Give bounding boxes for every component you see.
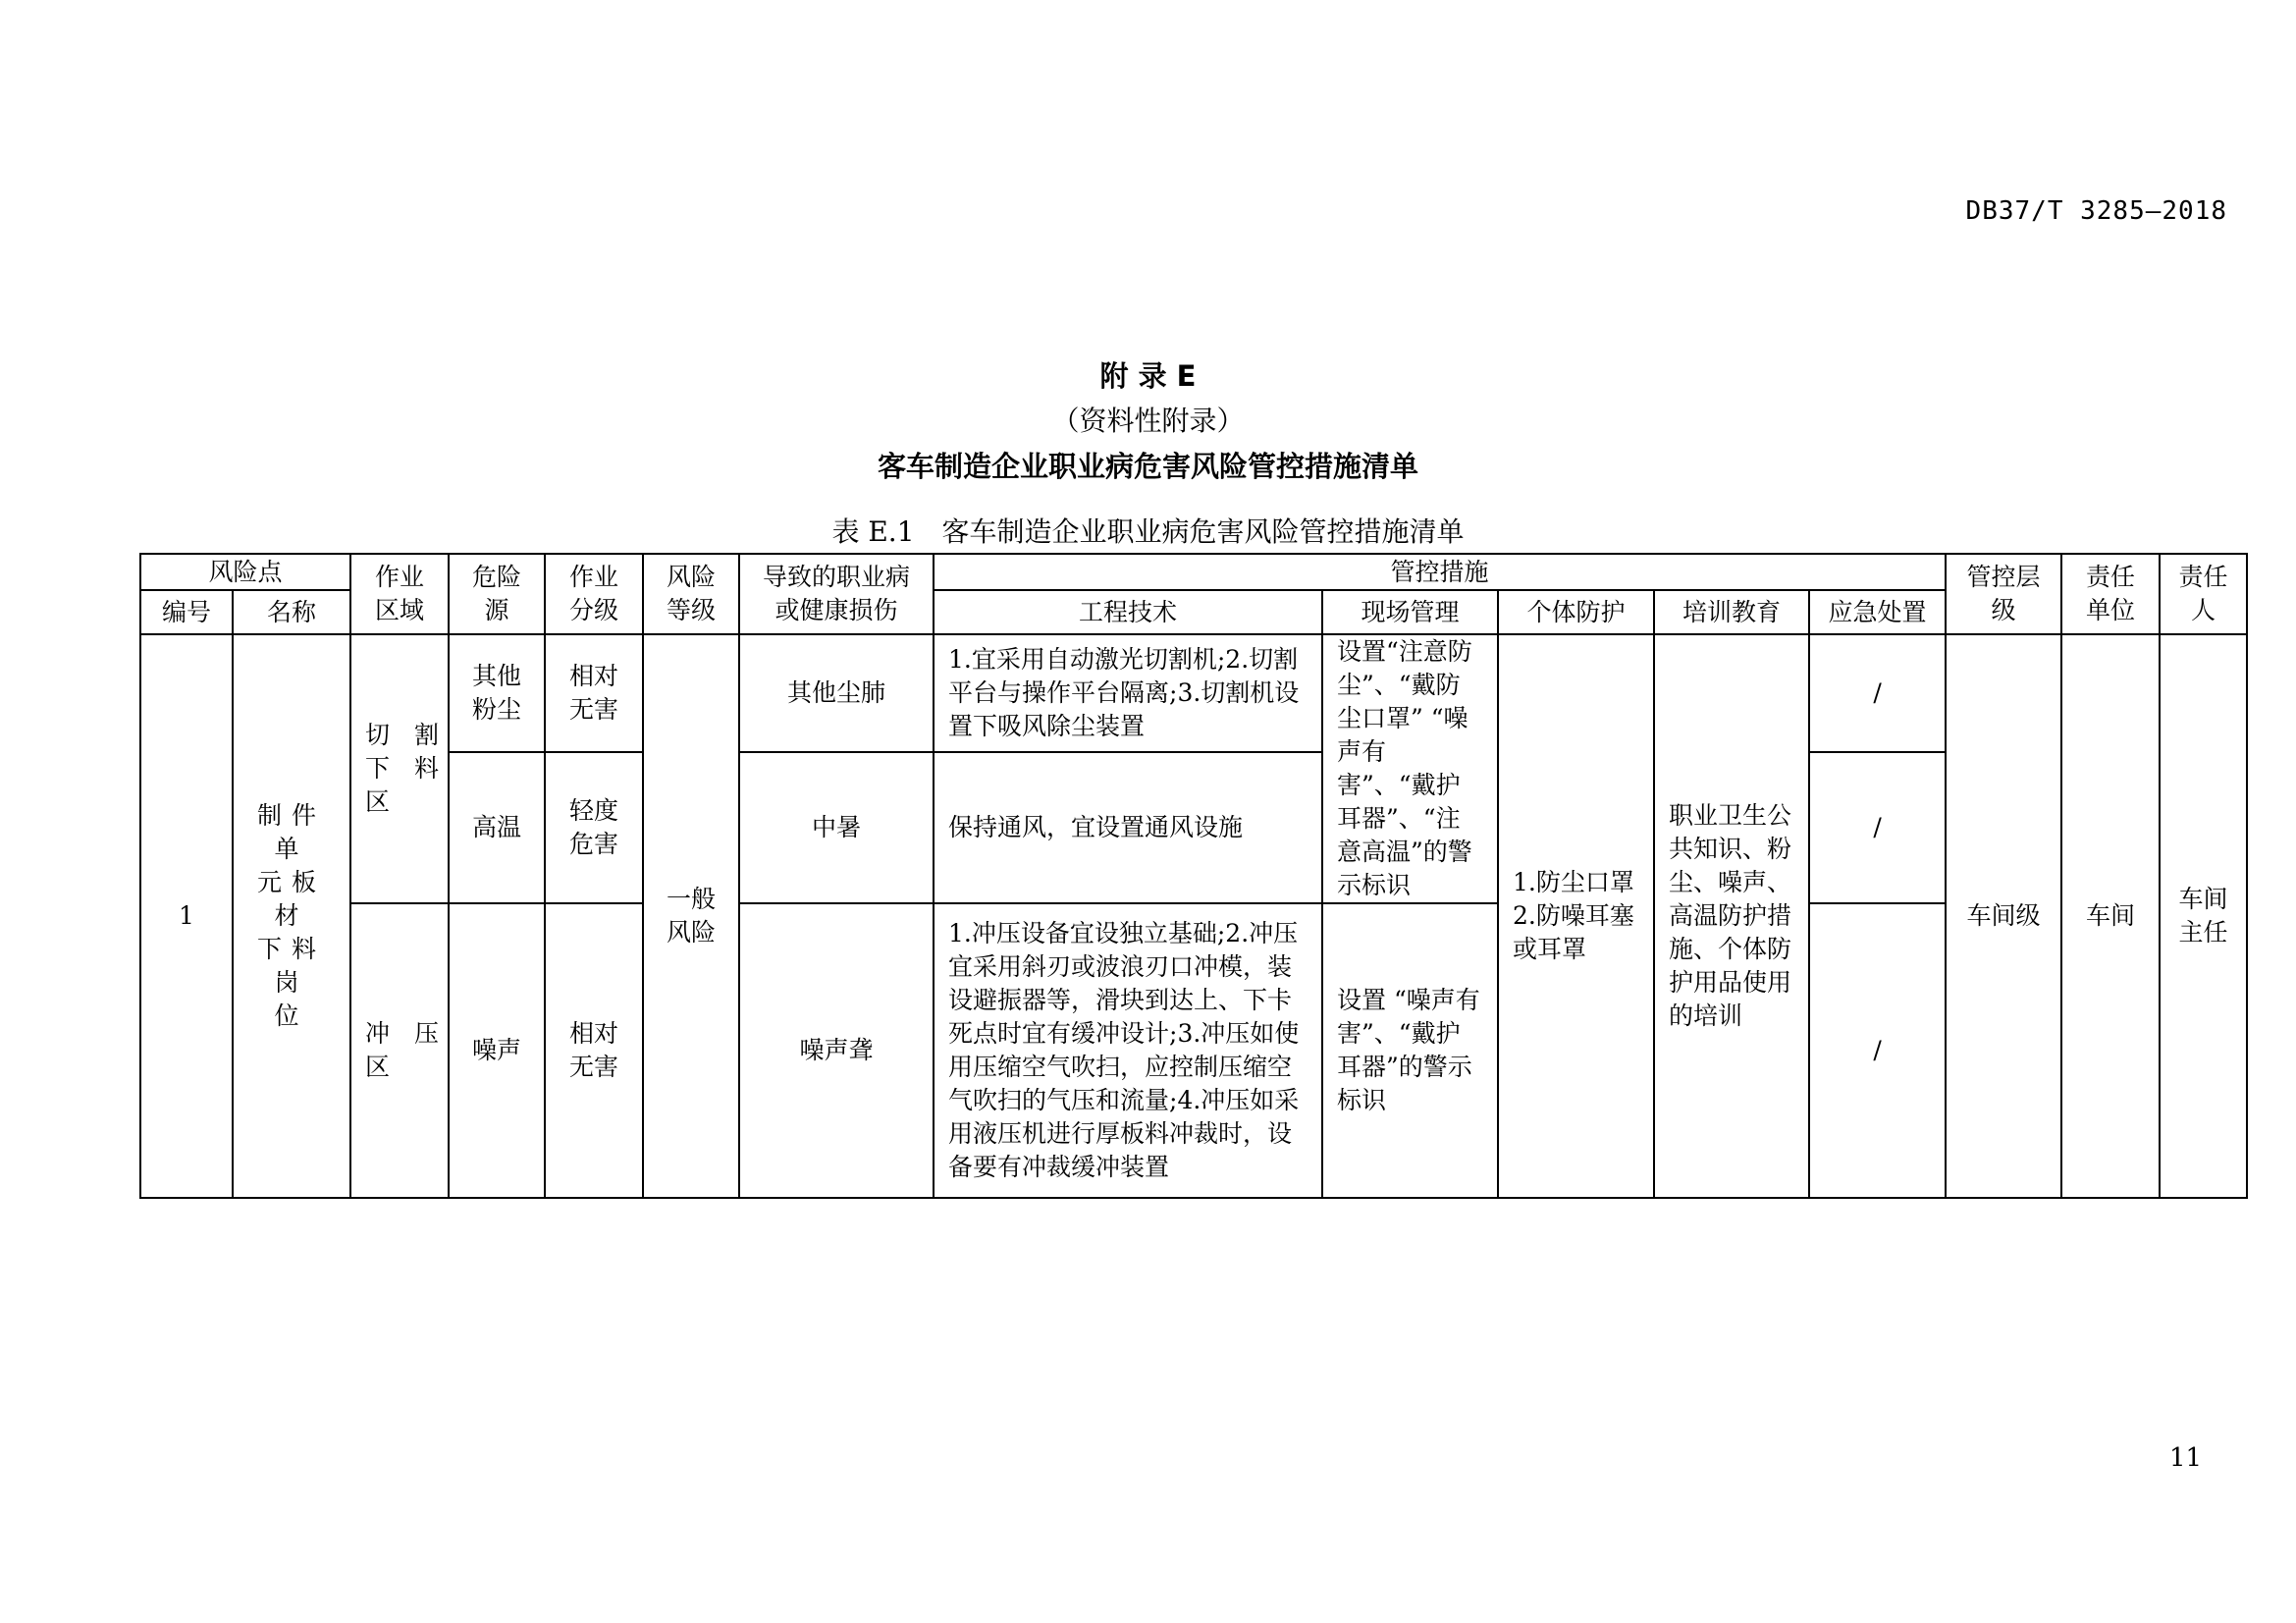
emergency: / <box>1809 752 1946 903</box>
work-area-stamping: 冲 压 区 <box>350 903 449 1198</box>
header-responsible-unit: 责任 单位 <box>2061 554 2160 634</box>
work-area-cutting: 切 割 下 料 区 <box>350 634 449 903</box>
emergency: / <box>1809 903 1946 1198</box>
site-management-cutting: 设置“注意防尘”、“戴防尘口罩” “噪声有害”、“戴护耳器”、“注意高温”的警示标识 <box>1322 634 1498 903</box>
risk-level: 一般 风险 <box>643 634 739 1198</box>
hazard-source: 噪声 <box>449 903 545 1198</box>
appendix-heading: 客车制造企业职业病危害风险管控措施清单 <box>877 450 1418 483</box>
disease: 噪声聋 <box>739 903 934 1198</box>
row-name: 制件单 元板材 下料岗 位 <box>233 634 350 1198</box>
header-control-measures: 管控措施 <box>934 554 1946 590</box>
hazard-source: 高温 <box>449 752 545 903</box>
emergency: / <box>1809 634 1946 752</box>
page-number: 11 <box>2169 1443 2203 1473</box>
appendix-note: （资料性附录） <box>1051 405 1245 437</box>
work-grade: 相对 无害 <box>545 634 643 752</box>
standard-code: DB37/T 3285—2018 <box>1965 196 2227 226</box>
table-row <box>140 903 2247 1198</box>
header-work-area: 作业 区域 <box>350 554 449 634</box>
engineering-measure: 1.冲压设备宜设独立基础;2.冲压宜采用斜刃或波浪刃口冲模，装设避振器等，滑块到达上、下卡死点时宜有缓冲设计;3.冲压如使用压缩空气吹扫，应控制压缩空气吹扫的气压和流量;4.冲压如采用液压机进行厚板料冲裁时，设备要有冲裁缓冲装置 <box>934 903 1322 1198</box>
training: 职业卫生公共知识、粉尘、噪声、高温防护措施、个体防护用品使用的培训 <box>1654 634 1809 1198</box>
appendix-header <box>0 353 2296 489</box>
work-grade: 相对 无害 <box>545 903 643 1198</box>
header-training: 培训教育 <box>1654 590 1809 634</box>
personal-protection: 1.防尘口罩 2.防噪耳塞或耳罩 <box>1498 634 1654 1198</box>
header-risk-level: 风险 等级 <box>643 554 739 634</box>
table-row <box>140 752 2247 903</box>
header-hazard-source: 危险 源 <box>449 554 545 634</box>
header-emergency: 应急处置 <box>1809 590 1946 634</box>
table-row <box>140 634 2247 752</box>
row-number: 1 <box>140 634 233 1198</box>
work-grade: 轻度 危害 <box>545 752 643 903</box>
header-engineering: 工程技术 <box>934 590 1322 634</box>
control-level: 车间级 <box>1946 634 2061 1198</box>
engineering-measure: 保持通风，宜设置通风设施 <box>934 752 1322 903</box>
header-work-grade: 作业 分级 <box>545 554 643 634</box>
risk-control-table <box>139 553 2248 1199</box>
site-management-stamping: 设置 “噪声有害”、“戴护耳器”的警示标识 <box>1322 903 1498 1198</box>
header-control-level: 管控层 级 <box>1946 554 2061 634</box>
hazard-source: 其他 粉尘 <box>449 634 545 752</box>
disease: 中暑 <box>739 752 934 903</box>
header-risk-point: 风险点 <box>140 554 350 590</box>
header-personal-protection: 个体防护 <box>1498 590 1654 634</box>
header-responsible-person: 责任 人 <box>2160 554 2247 634</box>
header-name: 名称 <box>233 590 350 634</box>
responsible-person: 车间 主任 <box>2160 634 2247 1198</box>
disease: 其他尘肺 <box>739 634 934 752</box>
header-site-management: 现场管理 <box>1322 590 1498 634</box>
table-caption: 表 E.1 客车制造企业职业病危害风险管控措施清单 <box>831 515 1465 548</box>
appendix-title: 附 录 E <box>1099 359 1197 393</box>
responsible-unit: 车间 <box>2061 634 2160 1198</box>
header-number: 编号 <box>140 590 233 634</box>
header-disease: 导致的职业病 或健康损伤 <box>739 554 934 634</box>
engineering-measure: 1.宜采用自动激光切割机;2.切割平台与操作平台隔离;3.切割机设置下吸风除尘装置 <box>934 634 1322 752</box>
